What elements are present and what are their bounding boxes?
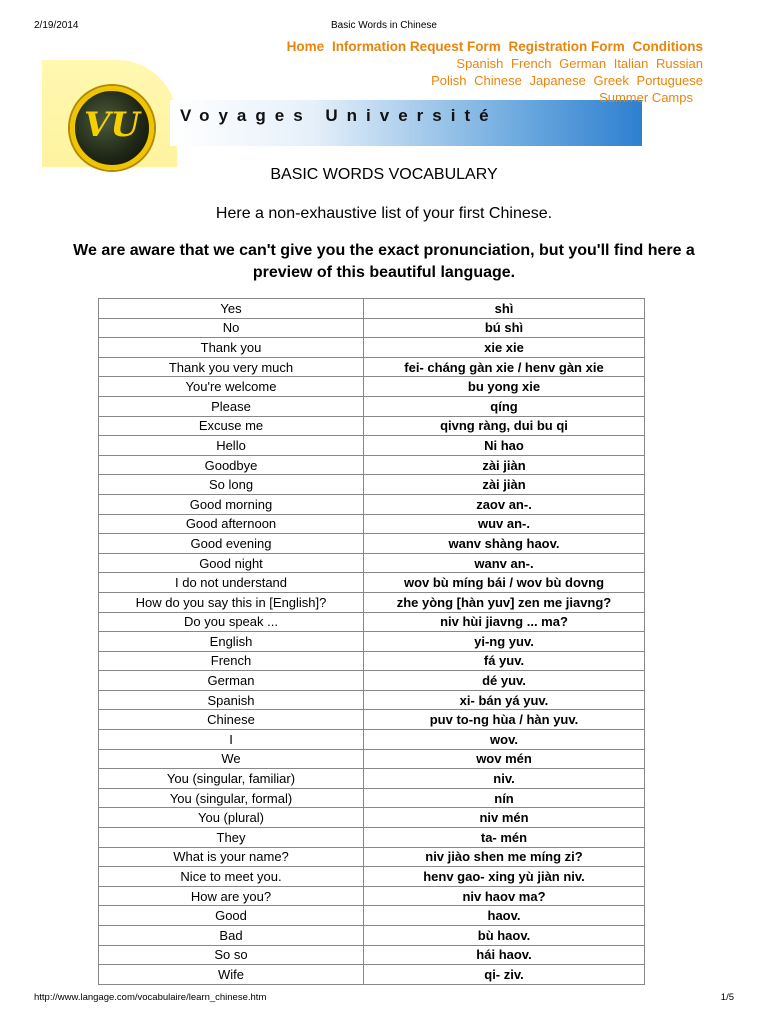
nav-link-registration[interactable]: Registration Form (508, 39, 625, 54)
vocabulary-table (98, 298, 645, 985)
chinese-pinyin: ta- mén (364, 828, 645, 848)
chinese-pinyin: zaov an-. (364, 494, 645, 514)
table-row (99, 318, 645, 338)
table-row (99, 945, 645, 965)
english-word: I do not understand (99, 573, 364, 593)
nav-row-main (283, 38, 703, 55)
english-word: English (99, 632, 364, 652)
nav-link-portuguese[interactable]: Portuguese (636, 73, 703, 88)
nav-row-languages-1 (283, 55, 703, 72)
nav-link-russian[interactable]: Russian (656, 56, 703, 71)
table-row (99, 965, 645, 985)
table-row (99, 690, 645, 710)
chinese-pinyin: zài jiàn (364, 455, 645, 475)
table-row (99, 377, 645, 397)
english-word: So so (99, 945, 364, 965)
nav-link-polish[interactable]: Polish (431, 73, 467, 88)
chinese-pinyin: shì (364, 299, 645, 319)
page-title: BASIC WORDS VOCABULARY (270, 166, 498, 183)
nav-row-languages-2 (283, 72, 703, 89)
nav-row-camps (283, 89, 693, 106)
chinese-pinyin: qíng (364, 396, 645, 416)
english-word: What is your name? (99, 847, 364, 867)
table-row (99, 573, 645, 593)
chinese-pinyin: niv hùi jiavng ... ma? (364, 612, 645, 632)
chinese-pinyin: qi- ziv. (364, 965, 645, 985)
english-word: Excuse me (99, 416, 364, 436)
english-word: Good (99, 906, 364, 926)
pronunciation-note: We are aware that we can't give you the exact pronunciation, but you'll find here a preview of this beautiful language. (73, 242, 695, 281)
english-word: Bad (99, 926, 364, 946)
chinese-pinyin: wanv shàng haov. (364, 534, 645, 554)
english-word: We (99, 749, 364, 769)
nav-link-japanese[interactable]: Japanese (529, 73, 586, 88)
chinese-pinyin: haov. (364, 906, 645, 926)
chinese-pinyin: wov. (364, 730, 645, 750)
english-word: They (99, 828, 364, 848)
nav-link-home[interactable]: Home (286, 39, 325, 54)
chinese-pinyin: nín (364, 788, 645, 808)
table-row (99, 299, 645, 319)
chinese-pinyin: wov mén (364, 749, 645, 769)
chinese-pinyin: xie xie (364, 338, 645, 358)
chinese-pinyin: dé yuv. (364, 671, 645, 691)
chinese-pinyin: yi-ng yuv. (364, 632, 645, 652)
chinese-pinyin: fei- cháng gàn xie / henv gàn xie (364, 357, 645, 377)
nav-link-spanish[interactable]: Spanish (456, 56, 504, 71)
table-row (99, 475, 645, 495)
print-date: 2/19/2014 (34, 20, 79, 31)
chinese-pinyin: bu yong xie (364, 377, 645, 397)
chinese-pinyin: niv. (364, 769, 645, 789)
table-row (99, 749, 645, 769)
table-row (99, 769, 645, 789)
table-row (99, 867, 645, 887)
chinese-pinyin: puv to-ng hùa / hàn yuv. (364, 710, 645, 730)
chinese-pinyin: bù haov. (364, 926, 645, 946)
table-row (99, 396, 645, 416)
english-word: I (99, 730, 364, 750)
page-number: 1/5 (720, 992, 734, 1003)
print-url: http://www.langage.com/vocabulaire/learn_chinese.htm (34, 992, 267, 1003)
table-row (99, 592, 645, 612)
table-row (99, 494, 645, 514)
chinese-pinyin: wov bù míng bái / wov bù dovng (364, 573, 645, 593)
chinese-pinyin: niv mén (364, 808, 645, 828)
chinese-pinyin: zhe yòng [hàn yuv] zen me jiavng? (364, 592, 645, 612)
table-row (99, 553, 645, 573)
table-row (99, 808, 645, 828)
english-word: Chinese (99, 710, 364, 730)
nav-link-french[interactable]: French (511, 56, 552, 71)
english-word: Good evening (99, 534, 364, 554)
chinese-pinyin: wanv an-. (364, 553, 645, 573)
vu-logo-icon[interactable]: VU (70, 86, 154, 170)
brand-name: Voyages Université (180, 106, 498, 125)
table-row (99, 788, 645, 808)
table-row (99, 455, 645, 475)
english-word: Spanish (99, 690, 364, 710)
intro-text: Here a non-exhaustive list of your first Chinese. (215, 205, 553, 222)
chinese-pinyin: bú shì (364, 318, 645, 338)
english-word: You (singular, formal) (99, 788, 364, 808)
english-word: Do you speak ... (99, 612, 364, 632)
english-word: No (99, 318, 364, 338)
english-word: German (99, 671, 364, 691)
english-word: Good afternoon (99, 514, 364, 534)
table-row (99, 886, 645, 906)
table-row (99, 514, 645, 534)
english-word: Good night (99, 553, 364, 573)
table-row (99, 436, 645, 456)
english-word: French (99, 651, 364, 671)
table-row (99, 357, 645, 377)
table-row (99, 828, 645, 848)
chinese-pinyin: niv haov ma? (364, 886, 645, 906)
english-word: Wife (99, 965, 364, 985)
vocabulary-table-body (99, 299, 645, 985)
table-row (99, 416, 645, 436)
chinese-pinyin: qivng ràng, dui bu qi (364, 416, 645, 436)
chinese-pinyin: henv gao- xing yù jiàn niv. (364, 867, 645, 887)
english-word: Yes (99, 299, 364, 319)
nav-link-greek[interactable]: Greek (593, 73, 629, 88)
print-title: Basic Words in Chinese (331, 20, 437, 31)
chinese-pinyin: niv jiào shen me míng zi? (364, 847, 645, 867)
nav-link-summer-camps[interactable]: Summer Camps (599, 90, 693, 105)
top-navigation (283, 38, 703, 106)
english-word: You (plural) (99, 808, 364, 828)
table-row (99, 710, 645, 730)
english-word: You're welcome (99, 377, 364, 397)
chinese-pinyin: fá yuv. (364, 651, 645, 671)
english-word: Good morning (99, 494, 364, 514)
english-word: Nice to meet you. (99, 867, 364, 887)
table-row (99, 847, 645, 867)
table-row (99, 926, 645, 946)
table-row (99, 338, 645, 358)
print-header (34, 20, 734, 34)
english-word: Goodbye (99, 455, 364, 475)
chinese-pinyin: Ni hao (364, 436, 645, 456)
chinese-pinyin: zài jiàn (364, 475, 645, 495)
nav-link-information-request[interactable]: Information Request Form (331, 39, 501, 54)
table-row (99, 730, 645, 750)
english-word: Thank you very much (99, 357, 364, 377)
nav-link-conditions[interactable]: Conditions (632, 39, 703, 54)
english-word: So long (99, 475, 364, 495)
nav-link-german[interactable]: German (559, 56, 607, 71)
chinese-pinyin: wuv an-. (364, 514, 645, 534)
table-row (99, 906, 645, 926)
table-row (99, 534, 645, 554)
english-word: Please (99, 396, 364, 416)
chinese-pinyin: hái haov. (364, 945, 645, 965)
english-word: Thank you (99, 338, 364, 358)
table-row (99, 632, 645, 652)
nav-link-italian[interactable]: Italian (613, 56, 649, 71)
english-word: How are you? (99, 886, 364, 906)
table-row (99, 651, 645, 671)
english-word: Hello (99, 436, 364, 456)
nav-link-chinese[interactable]: Chinese (474, 73, 522, 88)
english-word: You (singular, familiar) (99, 769, 364, 789)
table-row (99, 612, 645, 632)
chinese-pinyin: xi- bán yá yuv. (364, 690, 645, 710)
table-row (99, 671, 645, 691)
english-word: How do you say this in [English]? (99, 592, 364, 612)
